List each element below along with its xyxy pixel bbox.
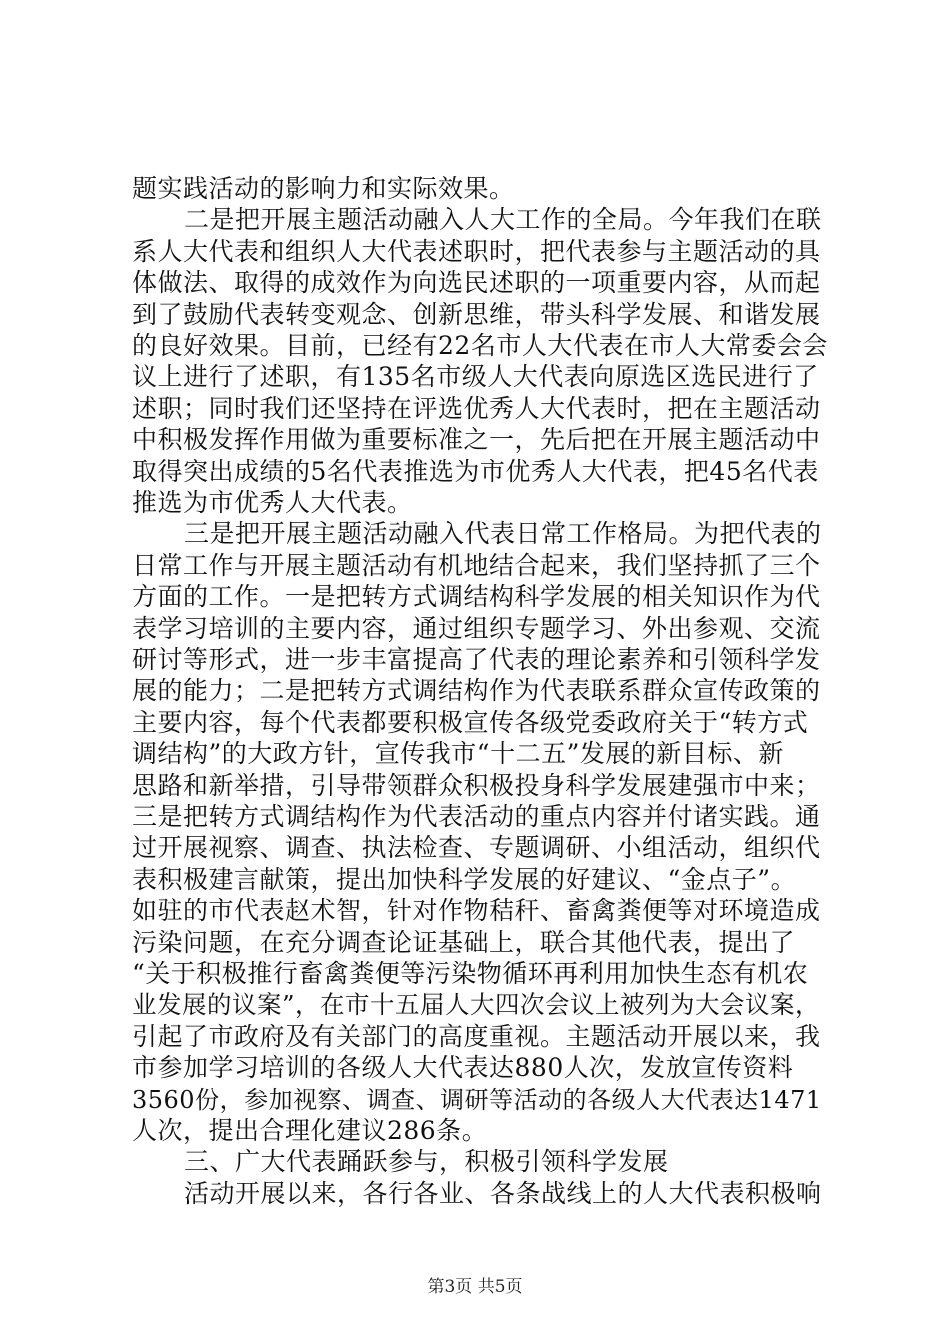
text-line: 污染问题，在充分调查论证基础上，联合其他代表，提出了	[132, 927, 796, 957]
text-line: 系人大代表和组织人大代表述职时，把代表参与主题活动的具	[132, 236, 821, 266]
text-line: 活动开展以来，各行各业、各条战线上的人大代表积极响	[184, 1178, 822, 1208]
text-line: 中积极发挥作用做为重要标准之一，先后把在开展主题活动中	[132, 425, 821, 455]
text-line: 展的能力；二是把转方式调结构作为代表联系群众宣传政策的	[132, 676, 821, 706]
text-line: 三是把开展主题活动融入代表日常工作格局。为把代表的	[184, 519, 822, 549]
text-line: 述职；同时我们还坚持在评选优秀人大代表时，把在主题活动	[132, 393, 821, 423]
text-line: 市参加学习培训的各级人大代表达880人次，发放宣传资料	[132, 1053, 794, 1083]
text-line: 如驻的市代表赵术智，针对作物秸秆、畜禽粪便等对环境造成	[132, 896, 821, 926]
text-line: 表积极建言献策，提出加快科学发展的好建议、“金点子”。	[132, 864, 797, 894]
text-line: 方面的工作。一是把转方式调结构科学发展的相关知识作为代	[132, 582, 821, 612]
text-line: 题实践活动的影响力和实际效果。	[132, 174, 515, 203]
text-line: 二是把开展主题活动融入人大工作的全局。今年我们在联	[184, 205, 822, 235]
text-line: “关于积极推行畜禽粪便等污染物循环再利用加快生态有机农	[132, 959, 809, 988]
page-number-footer: 第3页 共5页	[427, 1277, 523, 1297]
text-line: 日常工作与开展主题活动有机地结合起来，我们坚持抓了三个	[132, 550, 821, 580]
text-line: 取得突出成绩的5名代表推选为市优秀人大代表，把45名代表	[132, 456, 819, 486]
text-line: 思路和新举措，引导带领群众积极投身科学发展建强市中来；	[132, 770, 821, 800]
text-line: 议上进行了述职，有135名市级人大代表向原选区选民进行了	[132, 362, 819, 392]
text-line: 过开展视察、调查、执法检查、专题调研、小组活动，组织代	[132, 833, 821, 863]
section-heading: 三、广大代表踊跃参与，积极引领科学发展	[184, 1147, 669, 1177]
text-line: 研讨等形式，进一步丰富提高了代表的理论素养和引领科学发	[132, 645, 821, 674]
text-line: 三是把转方式调结构作为代表活动的重点内容并付诸实践。通	[132, 802, 821, 831]
text-line: 的良好效果。目前，已经有22名市人大代表在市人大常委会会	[132, 331, 828, 360]
text-line: 主要内容，每个代表都要积极宣传各级党委政府关于“转方式	[132, 707, 809, 737]
text-line: 表学习培训的主要内容，通过组织专题学习、外出参观、交流	[132, 613, 821, 643]
text-line: 调结构”的大政方针，宣传我市“十二五”发展的新目标、新	[132, 739, 784, 769]
text-line: 业发展的议案”，在市十五届人大四次会议上被列为大会议案，	[132, 990, 821, 1020]
text-line: 引起了市政府及有关部门的高度重视。主题活动开展以来，我	[132, 1021, 821, 1051]
text-line: 体做法、取得的成效作为向选民述职的一项重要内容，从而起	[132, 268, 821, 298]
text-line: 3560份，参加视察、调查、调研等活动的各级人大代表达1471	[132, 1085, 822, 1114]
text-line: 人次，提出合理化建议286条。	[132, 1116, 488, 1145]
text-line: 推选为市优秀人大代表。	[132, 488, 413, 517]
text-line: 到了鼓励代表转变观念、创新思维，带头科学发展、和谐发展	[132, 299, 821, 329]
